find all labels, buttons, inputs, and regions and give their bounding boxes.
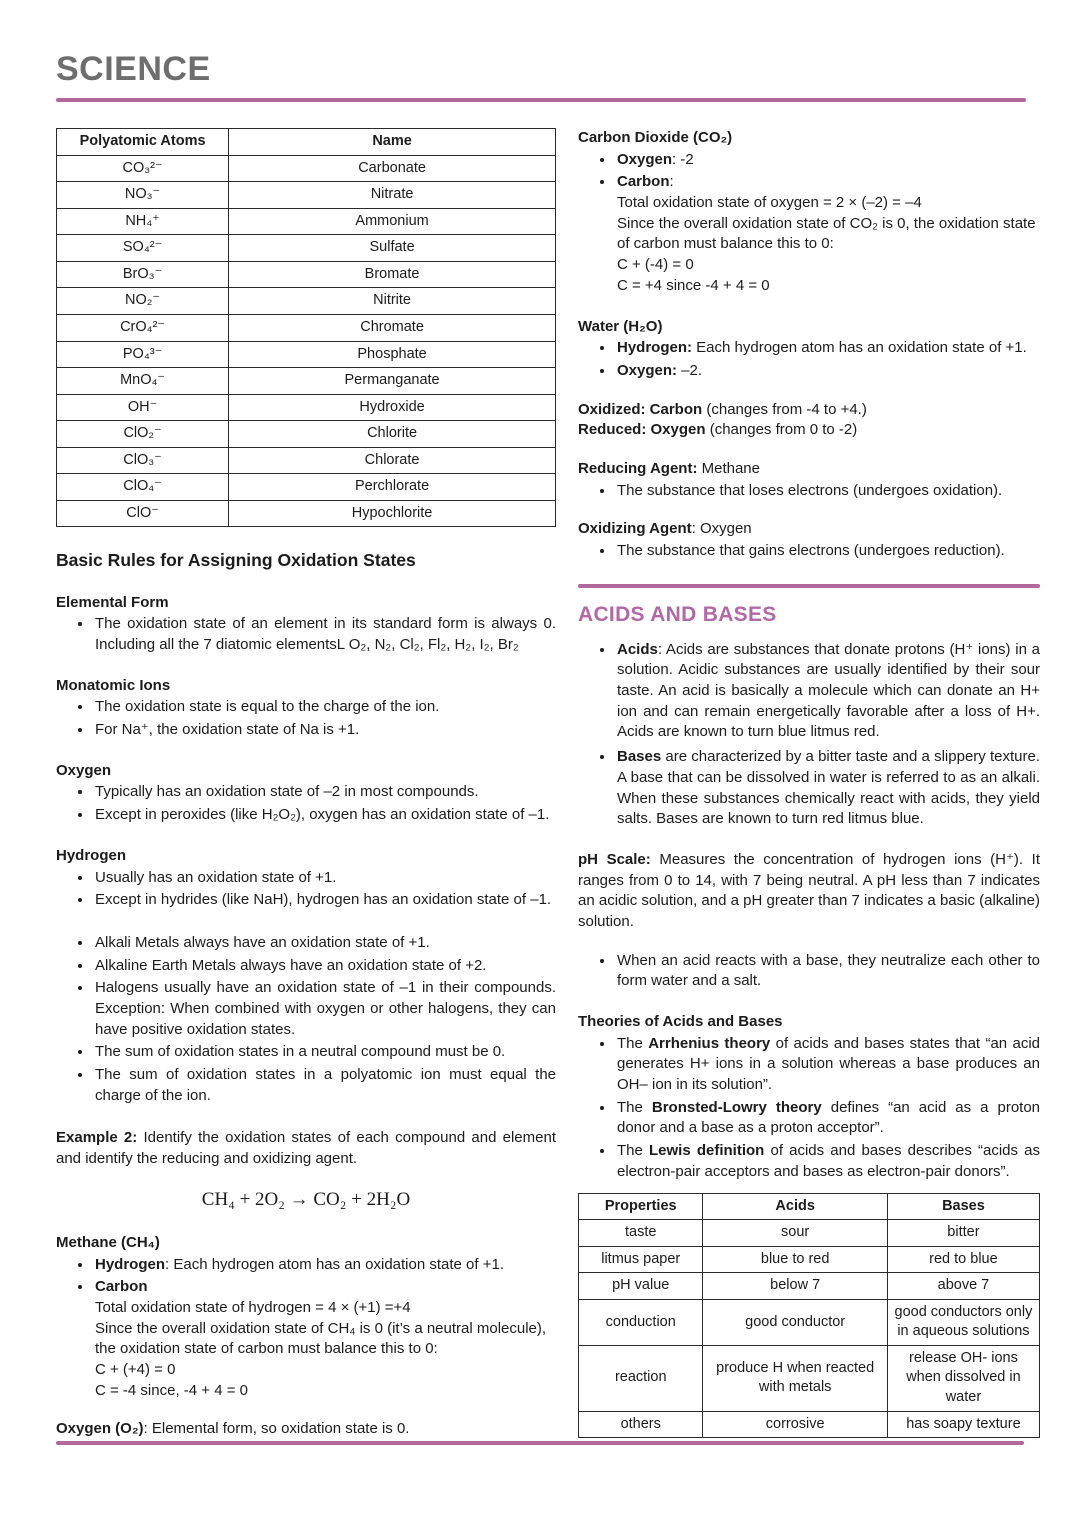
acid-cell: corrosive: [703, 1411, 887, 1438]
acid-cell: below 7: [703, 1273, 887, 1300]
list-item: • Typically has an oxidation state of –2 in most compounds.: [93, 782, 556, 803]
methane-hydrogen-label: Hydrogen: [95, 1255, 166, 1273]
example2-text: Identify the oxidation states of each compound and element and identify the reducing and oxidizing agent.: [56, 1129, 556, 1168]
calc-line: C = +4 since -4 + 4 = 0: [617, 276, 770, 294]
methane-carbon-label: Carbon: [95, 1278, 148, 1296]
calc-line: C + (-4) = 0: [617, 256, 694, 274]
name-cell: Phosphate: [229, 341, 556, 368]
subsection-water: Water (H₂O): [578, 317, 663, 335]
co2-carbon-label: Carbon: [617, 173, 670, 191]
reducing-agent-text: Methane: [697, 459, 760, 477]
acid-cell: produce H when reacted with metals: [703, 1345, 887, 1411]
formula-cell: NH₄⁺: [57, 208, 229, 235]
reducing-agent-label: Reducing Agent:: [578, 459, 698, 477]
calc-line: Total oxidation state of oxygen = 2 × (–2) = –4: [617, 194, 922, 212]
theory-pre: The: [617, 1098, 652, 1116]
table-row: [57, 500, 556, 527]
formula-cell: CrO₄²⁻: [57, 314, 229, 341]
oxidizing-agent-line: [578, 519, 1040, 540]
formula-cell: OH⁻: [57, 394, 229, 421]
reduced-line: [578, 420, 1040, 441]
section-heading-basic-rules: Basic Rules for Assigning Oxidation States: [56, 550, 416, 571]
acids-text: : Acids are substances that donate protons (H⁺ ions) in a solution. Acidic substances are usually identified by their sour taste. An acid is basically a molecule which can donate an H+ ion and can remain energetically favorable after a loss of H+. Acids are known to turn blue litmus red.: [617, 640, 1040, 741]
table-row: [57, 155, 556, 182]
table-row: [57, 394, 556, 421]
theory-pre: The: [617, 1142, 649, 1160]
calc-line: C = -4 since, -4 + 4 = 0: [95, 1381, 248, 1399]
property-cell: litmus paper: [579, 1246, 703, 1273]
two-column-content: [56, 128, 1040, 1440]
list-item: • The substance that loses electrons (undergoes oxidation).: [615, 481, 1040, 502]
water-list: [578, 338, 1040, 381]
formula-cell: NO₂⁻: [57, 288, 229, 315]
title-divider: [56, 98, 1026, 102]
name-cell: Nitrite: [229, 288, 556, 315]
calc-line: Since the overall oxidation state of CO₂ is 0, the oxidation state of carbon must balance this to 0:: [617, 214, 1036, 253]
co2-oxygen-text: : -2: [672, 150, 694, 168]
list-item: • The oxidation state of an element in its standard form is always 0. Including all the 7 diatomic elementsL O₂, N₂, Cl₂, Fl₂, H₂, I₂, Br₂: [93, 614, 556, 655]
ph-scale-paragraph: [578, 850, 1040, 933]
list-item: [615, 1034, 1040, 1096]
reducing-agent-line: [578, 459, 1040, 480]
table-row: [579, 1220, 1040, 1247]
table-row: [579, 1345, 1040, 1411]
water-oxygen-text: –2.: [677, 361, 703, 379]
list-item: [615, 640, 1040, 743]
oxidized-text: (changes from -4 to +4.): [702, 400, 867, 418]
list-item: [93, 1255, 556, 1276]
list-item: [615, 747, 1040, 830]
table-row: [579, 1299, 1040, 1345]
list-item: • When an acid reacts with a base, they neutralize each other to form water and a salt.: [615, 951, 1040, 992]
redox-summary: [578, 400, 1040, 441]
monatomic-ions-list: [56, 697, 556, 740]
example2-paragraph: [56, 1128, 556, 1169]
acid-cell: blue to red: [703, 1246, 887, 1273]
list-item: • The sum of oxidation states in a polyatomic ion must equal the charge of the ion.: [93, 1065, 556, 1106]
chemical-equation: CH₄ + 2O₂ → CO₂ + 2H₂O: [201, 1188, 411, 1210]
base-cell: release OH- ions when dissolved in water: [887, 1345, 1039, 1411]
table-row: [57, 314, 556, 341]
table-row: [57, 288, 556, 315]
table-row: [579, 1411, 1040, 1438]
list-item: • Alkali Metals always have an oxidation state of +1.: [93, 933, 556, 954]
properties-table-header-row: [579, 1193, 1040, 1220]
formula-cell: ClO₃⁻: [57, 447, 229, 474]
list-item: [615, 1141, 1040, 1182]
properties-table: [578, 1193, 1040, 1439]
oxygen-rules-list: [56, 782, 556, 825]
reduced-text: (changes from 0 to -2): [705, 421, 858, 439]
oxygen-elemental-line: [56, 1419, 556, 1440]
name-cell: Ammonium: [229, 208, 556, 235]
calc-line: C + (+4) = 0: [95, 1361, 176, 1379]
formula-cell: NO₃⁻: [57, 182, 229, 209]
table-row: [57, 421, 556, 448]
list-item: [615, 1098, 1040, 1139]
name-cell: Chlorate: [229, 447, 556, 474]
table-row: [57, 182, 556, 209]
name-cell: Bromate: [229, 261, 556, 288]
name-cell: Hypochlorite: [229, 500, 556, 527]
calc-line: Since the overall oxidation state of CH₄ is 0 (it’s a neutral molecule), the oxidation state of carbon must balance this to 0:: [95, 1319, 547, 1358]
list-item: • Alkaline Earth Metals always have an oxidation state of +2.: [93, 956, 556, 977]
property-cell: pH value: [579, 1273, 703, 1300]
acids-bases-list: [578, 640, 1040, 830]
bases-text: are characterized by a bitter taste and a slippery texture. A base that can be dissolved in water is referred to as an alkali. When these substances chemically react with acids, they yield salts. Bases are known to turn red litmus blue.: [617, 748, 1040, 828]
ph-scale-text: Measures the concentration of hydrogen ions (H⁺). It ranges from 0 to 14, with 7 being neutral. A pH less than 7 indicates an acidic solution, and a pH greater than 7 indicates a basic (alkaline) solution.: [578, 850, 1041, 930]
list-item: • The substance that gains electrons (undergoes reduction).: [615, 541, 1040, 562]
formula-cell: PO₄³⁻: [57, 341, 229, 368]
theory-name: Lewis definition: [649, 1142, 765, 1160]
polyatomic-header-name: Name: [229, 129, 556, 156]
polyatomic-table: [56, 128, 556, 527]
name-cell: Chromate: [229, 314, 556, 341]
subsection-theories: Theories of Acids and Bases: [578, 1013, 783, 1030]
property-cell: taste: [579, 1220, 703, 1247]
property-cell: conduction: [579, 1299, 703, 1345]
subsection-carbon-dioxide: Carbon Dioxide (CO₂): [578, 129, 733, 146]
list-item: • For Na⁺, the oxidation state of Na is +1.: [93, 720, 556, 741]
bases-label: Bases: [617, 748, 662, 766]
list-item: • Except in hydrides (like NaH), hydrogen has an oxidation state of –1.: [93, 890, 556, 911]
oxidized-line: [578, 400, 1040, 421]
properties-header: Properties: [579, 1193, 703, 1220]
table-row: [57, 447, 556, 474]
oxygen-elemental-text: : Elemental form, so oxidation state is 0.: [143, 1420, 410, 1438]
base-cell: above 7: [887, 1273, 1039, 1300]
name-cell: Sulfate: [229, 235, 556, 262]
subsection-methane: Methane (CH₄): [56, 1233, 160, 1251]
property-cell: reaction: [579, 1345, 703, 1411]
water-oxygen-label: Oxygen:: [617, 361, 678, 379]
table-row: [57, 368, 556, 395]
theory-pre: The: [617, 1034, 649, 1052]
ph-scale-label: pH Scale:: [578, 850, 651, 868]
oxidizing-agent-list: [578, 541, 1040, 562]
formula-cell: ClO⁻: [57, 500, 229, 527]
base-cell: has soapy texture: [887, 1411, 1039, 1438]
base-cell: good conductors only in aqueous solutions: [887, 1299, 1039, 1345]
name-cell: Hydroxide: [229, 394, 556, 421]
bases-header: Bases: [887, 1193, 1039, 1220]
oxidizing-agent-text: : Oxygen: [691, 520, 752, 538]
list-item: • The oxidation state is equal to the charge of the ion.: [93, 697, 556, 718]
subsection-hydrogen: Hydrogen: [56, 846, 127, 864]
base-cell: red to blue: [887, 1246, 1039, 1273]
hydrogen-rules-list: [56, 868, 556, 911]
oxidized-label: Oxidized: Carbon: [578, 400, 703, 418]
name-cell: Carbonate: [229, 155, 556, 182]
oxidizing-agent-label: Oxidizing Agent: [578, 520, 692, 538]
acids-label: Acids: [617, 640, 658, 658]
table-row: [57, 208, 556, 235]
polyatomic-table-header-row: [57, 129, 556, 156]
calc-line: Total oxidation state of hydrogen = 4 × (+1) =+4: [95, 1299, 411, 1317]
oxygen-elemental-label: Oxygen (O₂): [56, 1420, 144, 1438]
theory-post: of acids and bases describes “acids as electron-pair acceptors and bases as electron-pair donors”.: [617, 1142, 1040, 1180]
table-row: [579, 1273, 1040, 1300]
water-hydrogen-label: Hydrogen:: [617, 339, 692, 357]
subsection-monatomic-ions: Monatomic Ions: [56, 676, 171, 694]
formula-cell: ClO₄⁻: [57, 474, 229, 501]
table-row: [57, 261, 556, 288]
property-cell: others: [579, 1411, 703, 1438]
section-divider: [578, 584, 1040, 588]
co2-carbon-colon: :: [669, 173, 674, 191]
acid-cell: good conductor: [703, 1299, 887, 1345]
table-row: [579, 1246, 1040, 1273]
polyatomic-header-atoms: Polyatomic Atoms: [57, 129, 229, 156]
name-cell: Chlorite: [229, 421, 556, 448]
left-column: [56, 128, 556, 1440]
general-rules-list: [56, 933, 556, 1107]
theory-post: of acids and bases states that “an acid generates H+ ions in a solution whereas a base produces an OH– ion in its solution”.: [617, 1034, 1041, 1094]
base-cell: bitter: [887, 1220, 1039, 1247]
co2-oxygen-label: Oxygen: [617, 150, 673, 168]
list-item: • The sum of oxidation states in a neutral compound must be 0.: [93, 1042, 556, 1063]
formula-cell: CO₃²⁻: [57, 155, 229, 182]
reducing-agent-list: [578, 481, 1040, 502]
list-item: [615, 338, 1040, 359]
list-item: [615, 361, 1040, 382]
formula-cell: BrO₃⁻: [57, 261, 229, 288]
methane-list: [56, 1255, 556, 1402]
list-item: • Usually has an oxidation state of +1.: [93, 868, 556, 889]
right-column: [578, 128, 1040, 1440]
formula-cell: ClO₂⁻: [57, 421, 229, 448]
subsection-oxygen: Oxygen: [56, 761, 112, 779]
table-row: [57, 474, 556, 501]
table-row: [57, 235, 556, 262]
formula-cell: MnO₄⁻: [57, 368, 229, 395]
formula-cell: SO₄²⁻: [57, 235, 229, 262]
elemental-form-list: [56, 614, 556, 655]
page-title: SCIENCE: [56, 50, 211, 88]
neutralization-list: [578, 951, 1040, 992]
methane-hydrogen-text: : Each hydrogen atom has an oxidation state of +1.: [165, 1255, 504, 1273]
theory-post: defines “an acid as a proton donor and a base as a proton acceptor”.: [617, 1098, 1041, 1137]
list-item: • Halogens usually have an oxidation state of –1 in their compounds. Exception: When combined with oxygen or other halogens, they can have positive oxidation states.: [93, 978, 556, 1040]
list-item: • Except in peroxides (like H₂O₂), oxygen has an oxidation state of –1.: [93, 805, 556, 826]
list-item: [93, 1277, 556, 1401]
table-row: [57, 341, 556, 368]
water-hydrogen-text: Each hydrogen atom has an oxidation state of +1.: [692, 339, 1027, 357]
theories-list: [578, 1034, 1040, 1183]
name-cell: Perchlorate: [229, 474, 556, 501]
name-cell: Nitrate: [229, 182, 556, 209]
list-item: [615, 172, 1040, 296]
subsection-elemental-form: Elemental Form: [56, 593, 169, 611]
list-item: [615, 150, 1040, 171]
name-cell: Permanganate: [229, 368, 556, 395]
theory-name: Arrhenius theory: [648, 1034, 771, 1052]
footer-divider: [56, 1441, 1024, 1445]
acid-cell: sour: [703, 1220, 887, 1247]
acids-header: Acids: [703, 1193, 887, 1220]
theory-name: Bronsted-Lowry theory: [651, 1098, 822, 1116]
example2-label: Example 2:: [56, 1129, 138, 1147]
reduced-label: Reduced: Oxygen: [578, 421, 706, 439]
section-heading-acids-and-bases: ACIDS AND BASES: [578, 602, 777, 626]
co2-list: [578, 150, 1040, 297]
